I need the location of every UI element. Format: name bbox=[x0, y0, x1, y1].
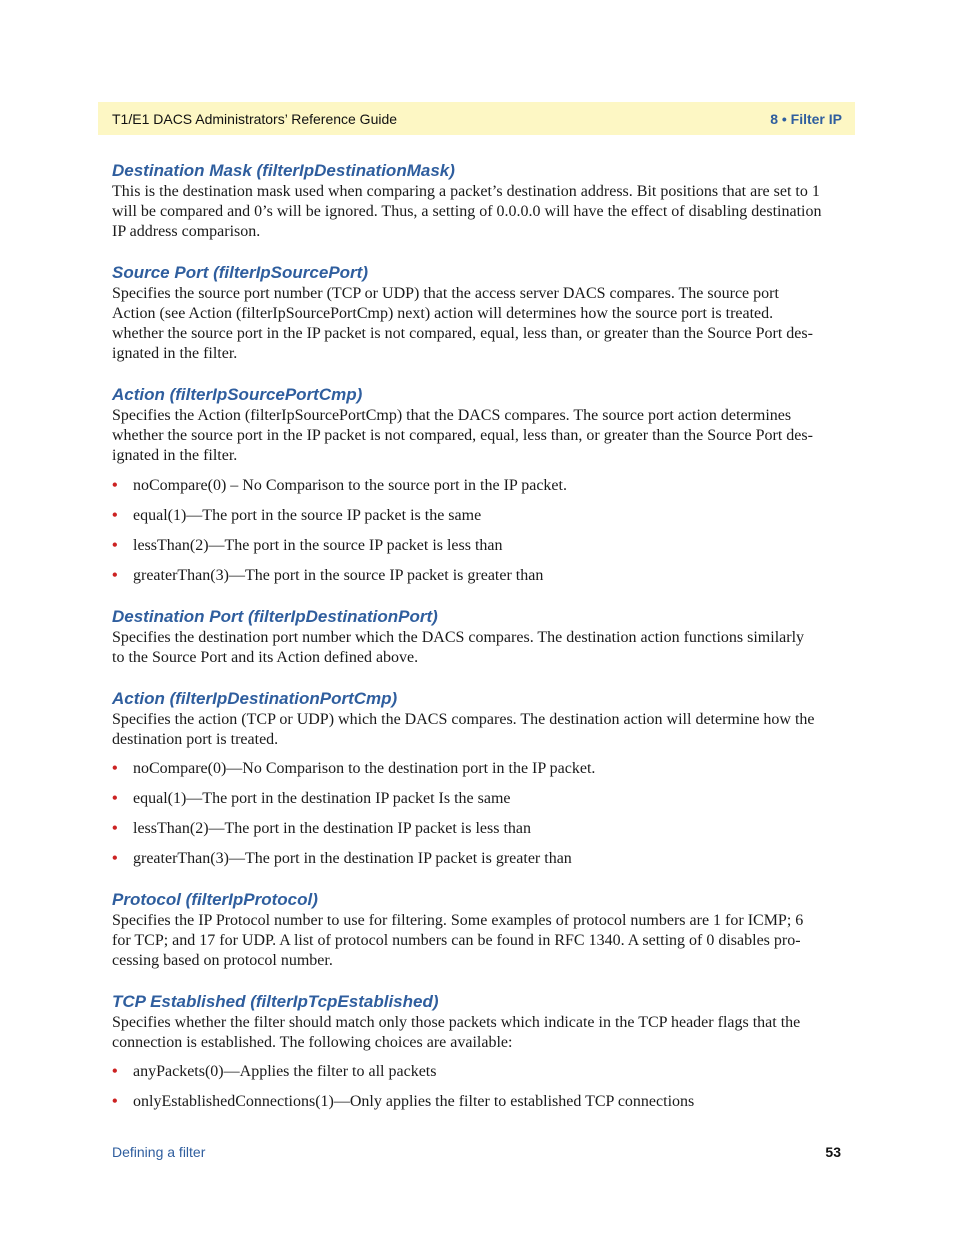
bullet-icon: • bbox=[112, 567, 118, 584]
list-item-text: equal(1)—The port in the destination IP packet Is the same bbox=[133, 790, 511, 807]
page-content bbox=[112, 160, 842, 1112]
body-line: Specifies the IP Protocol number to use for filtering. Some examples of protocol numbers are 1 for ICMP; 6 bbox=[112, 912, 804, 929]
bullet-icon: • bbox=[112, 477, 118, 494]
bullet-list bbox=[112, 759, 842, 869]
section-source-port bbox=[112, 262, 842, 364]
list-item-text: noCompare(0)—No Comparison to the destination port in the IP packet. bbox=[133, 760, 596, 777]
list-item bbox=[112, 1092, 842, 1112]
body-line: IP address comparison. bbox=[112, 223, 261, 240]
section-body bbox=[112, 710, 842, 750]
body-line: cessing based on protocol number. bbox=[112, 952, 333, 969]
section-heading: Action (filterIpSourcePortCmp) bbox=[112, 385, 363, 404]
bullet-list bbox=[112, 476, 842, 586]
body-line: Action (see Action (filterIpSourcePortCmp) next) action will determines how the source port is treated. bbox=[112, 305, 774, 322]
bullet-icon: • bbox=[112, 1093, 118, 1110]
body-line: to the Source Port and its Action defined above. bbox=[112, 649, 419, 666]
page-number: 53 bbox=[825, 1144, 841, 1160]
section-destination-port bbox=[112, 606, 842, 668]
guide-title: T1/E1 DACS Administrators’ Reference Guide bbox=[112, 110, 398, 127]
body-line: connection is established. The following choices are available: bbox=[112, 1034, 513, 1051]
bullet-icon: • bbox=[112, 760, 118, 777]
list-item-text: noCompare(0) – No Comparison to the source port in the IP packet. bbox=[133, 477, 567, 494]
section-heading: Source Port (filterIpSourcePort) bbox=[112, 263, 368, 282]
list-item-text: lessThan(2)—The port in the source IP packet is less than bbox=[133, 537, 503, 554]
section-heading: TCP Established (filterIpTcpEstablished) bbox=[112, 992, 439, 1011]
section-heading: Protocol (filterIpProtocol) bbox=[112, 890, 318, 909]
section-action-destination-port-cmp bbox=[112, 688, 842, 869]
body-line: for TCP; and 17 for UDP. A list of protocol numbers can be found in RFC 1340. A setting of 0 disables pro- bbox=[112, 932, 801, 949]
list-item bbox=[112, 759, 842, 779]
section-heading: Destination Mask (filterIpDestinationMask) bbox=[112, 161, 455, 180]
section-destination-mask bbox=[112, 160, 842, 242]
body-line: This is the destination mask used when comparing a packet’s destination address. Bit positions that are set to 1 bbox=[112, 183, 820, 200]
chapter-title: 8 • Filter IP bbox=[770, 110, 842, 127]
list-item bbox=[112, 566, 842, 586]
list-item-text: onlyEstablishedConnections(1)—Only applies the filter to established TCP connections bbox=[133, 1093, 695, 1110]
bullet-icon: • bbox=[112, 820, 118, 837]
body-line: Specifies the source port number (TCP or UDP) that the access server DACS compares. The source port bbox=[112, 285, 779, 302]
footer-section-name: Defining a filter bbox=[112, 1144, 206, 1160]
list-item-text: anyPackets(0)—Applies the filter to all packets bbox=[133, 1063, 437, 1080]
section-body bbox=[112, 406, 842, 466]
section-body bbox=[112, 911, 842, 971]
list-item bbox=[112, 849, 842, 869]
bullet-icon: • bbox=[112, 790, 118, 807]
bullet-icon: • bbox=[112, 537, 118, 554]
list-item bbox=[112, 536, 842, 556]
list-item bbox=[112, 476, 842, 496]
bullet-icon: • bbox=[112, 507, 118, 524]
body-line: Specifies the destination port number which the DACS compares. The destination action functions similarly bbox=[112, 629, 805, 646]
body-line: ignated in the filter. bbox=[112, 447, 238, 464]
bullet-list bbox=[112, 1062, 842, 1112]
body-line: whether the source port in the IP packet is not compared, equal, less than, or greater than the Source Port des- bbox=[112, 325, 813, 342]
section-body bbox=[112, 1013, 842, 1053]
list-item-text: greaterThan(3)—The port in the destination IP packet is greater than bbox=[133, 850, 572, 867]
section-body bbox=[112, 182, 842, 242]
running-header bbox=[98, 102, 855, 135]
body-line: Specifies the action (TCP or UDP) which the DACS compares. The destination action will determine how the bbox=[112, 711, 815, 728]
list-item bbox=[112, 789, 842, 809]
list-item-text: equal(1)—The port in the source IP packet is the same bbox=[133, 507, 482, 524]
body-line: destination port is treated. bbox=[112, 731, 279, 748]
body-line: whether the source port in the IP packet is not compared, equal, less than, or greater than the Source Port des- bbox=[112, 427, 813, 444]
body-line: Specifies whether the filter should match only those packets which indicate in the TCP header flags that the bbox=[112, 1014, 801, 1031]
section-heading: Destination Port (filterIpDestinationPort) bbox=[112, 607, 438, 626]
section-tcp-established bbox=[112, 991, 842, 1112]
section-protocol bbox=[112, 889, 842, 971]
bullet-icon: • bbox=[112, 850, 118, 867]
list-item-text: lessThan(2)—The port in the destination IP packet is less than bbox=[133, 820, 531, 837]
list-item bbox=[112, 506, 842, 526]
section-action-source-port-cmp bbox=[112, 384, 842, 586]
list-item bbox=[112, 819, 842, 839]
section-body bbox=[112, 628, 842, 668]
body-line: will be compared and 0’s will be ignored. Thus, a setting of 0.0.0.0 will have the effect of disabling destination bbox=[112, 203, 822, 220]
bullet-icon: • bbox=[112, 1063, 118, 1080]
section-body bbox=[112, 284, 842, 364]
section-heading: Action (filterIpDestinationPortCmp) bbox=[112, 689, 398, 708]
list-item-text: greaterThan(3)—The port in the source IP packet is greater than bbox=[133, 567, 544, 584]
body-line: ignated in the filter. bbox=[112, 345, 238, 362]
body-line: Specifies the Action (filterIpSourcePortCmp) that the DACS compares. The source port action determines bbox=[112, 407, 792, 424]
list-item bbox=[112, 1062, 842, 1082]
